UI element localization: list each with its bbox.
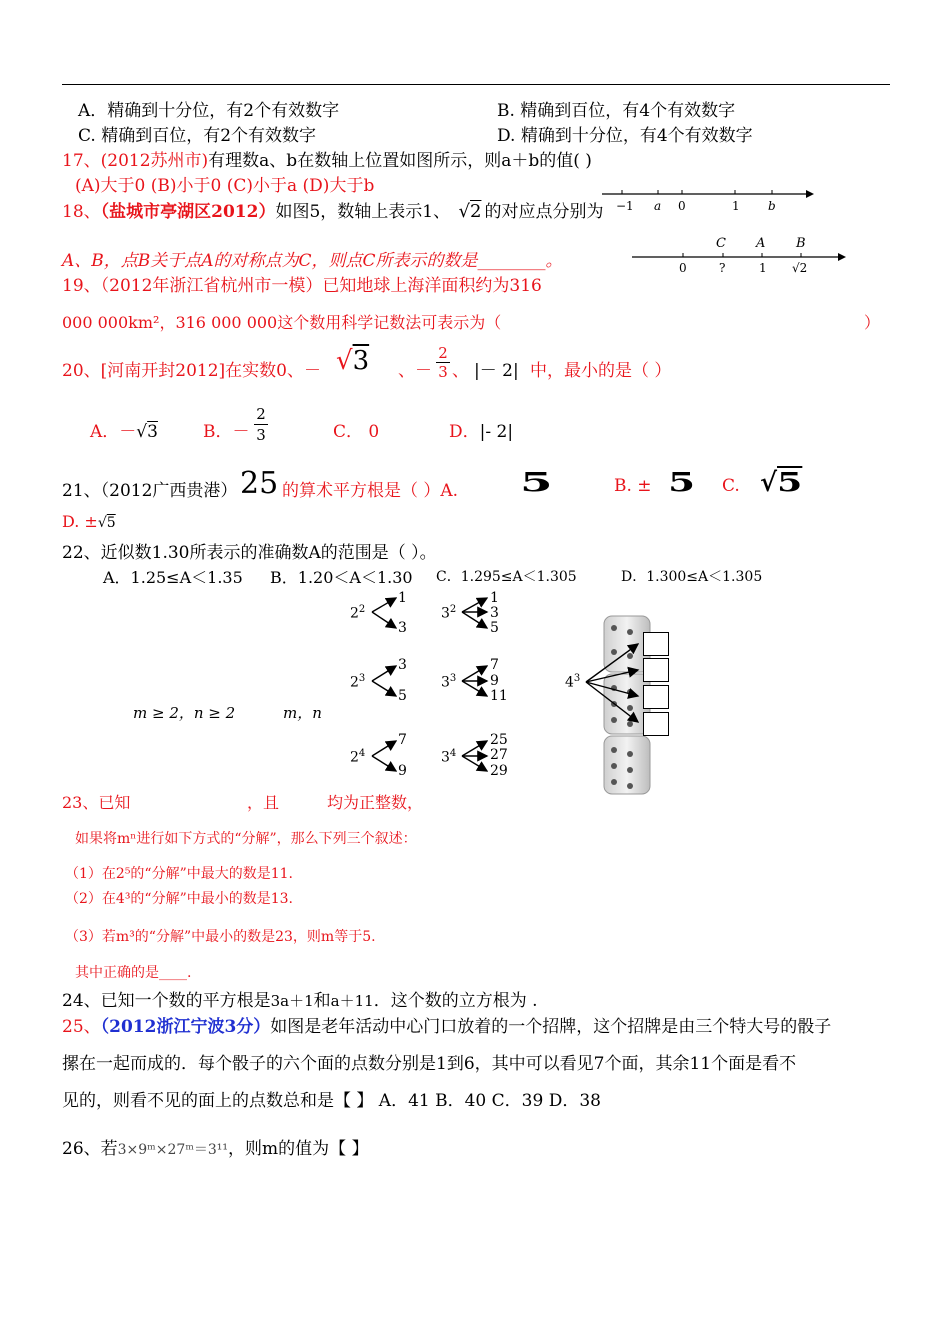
q23-text-a: 23、已知 (62, 793, 131, 812)
q21-option-c-label: C. (722, 476, 740, 496)
q20-option-c: C． 0 (333, 422, 380, 442)
q21-option-c: √5 (760, 468, 803, 498)
q24-question: 24、已知一个数的平方根是3a＋1和a＋11．这个数的立方根为 . (62, 991, 538, 1011)
q21-option-b: 5 (668, 468, 696, 498)
decomposition-arrows (340, 586, 540, 786)
q25-line3: 见的，则看不见的面上的点数总和是【 】 A．41 B．40 C．39 D．38 (62, 1091, 601, 1111)
fig-part: 3 (398, 620, 407, 636)
q21-option-b-label: B. ± (614, 476, 652, 496)
q18-axis-bottom-root2: √2 (792, 261, 808, 275)
fig-group-3-3: $3^3$ (441, 673, 457, 691)
q18-axis-top-a: A (756, 236, 766, 251)
q22-option-b: B．1.20＜A＜1.30 (270, 568, 413, 587)
answer-box (643, 685, 669, 709)
condition-text: m ≥ 2，n ≥ 2 (133, 704, 236, 722)
q23-text-b: ，且 (247, 793, 280, 812)
fig-part: 5 (490, 620, 499, 636)
q18-line2: A、B，点B关于点A的对称点为C，则点C所表示的数是________。 (62, 251, 563, 271)
q18-axis-bottom-0: 0 (679, 261, 687, 275)
q18-number: 18、 (62, 202, 101, 222)
answer-box (643, 632, 669, 656)
q16-option-a: A．精确到十分位，有2个有效数字 (78, 101, 340, 121)
q25-line1: 25、（2012浙江宁波3分）如图是老年活动中心门口放着的一个招牌，这个招牌是由三个特大号的骰子 (62, 1017, 832, 1037)
q17-number: 17、 (62, 151, 101, 171)
q23-line2: 如果将mⁿ进行如下方式的“分解”，那么下列三个叙述： (75, 831, 417, 847)
q20-fraction: 2 3 (436, 344, 450, 381)
q18-number-line (628, 234, 850, 278)
q23-conclusion: 其中正确的是____. (75, 965, 192, 981)
q18-question: 18、（盐城市亭湖区2012）如图5，数轴上表示1、 √2 的对应点分别为 (62, 201, 604, 222)
fig-part: 7 (490, 657, 499, 673)
top-rule (62, 84, 890, 85)
fig-group-4-3: $4^3$ (565, 673, 581, 691)
fig-part: 11 (490, 688, 508, 704)
q21-text-b: 的算术平方根是（ ）A. (282, 481, 459, 501)
q23-statement-1: （1）在2⁵的“分解”中最大的数是11. (65, 866, 294, 882)
q23-text-c: 均为正整数， (327, 793, 424, 812)
q18-text-a: 如图5，数轴上表示1、 (275, 202, 451, 222)
mn-text: m，n (283, 704, 322, 722)
q20-abs: |－ 2| (474, 361, 519, 381)
q18-text-b: 的对应点分别为 (484, 202, 604, 222)
fig-part: 27 (490, 747, 508, 763)
fig-group-2-4: $2^4$ (350, 748, 366, 766)
q21-option-a: 5 (520, 468, 557, 498)
q18-root-value: 2 (470, 201, 482, 222)
q20-option-b-fraction: 2 3 (254, 404, 268, 445)
q18-source: （盐城市亭湖区2012） (100, 202, 276, 222)
q17-source: (2012苏州市) (100, 151, 209, 171)
fig-part: 7 (398, 732, 407, 748)
q17-options: (A)大于0 (B)小于0 (C)小于a (D)大于b (75, 176, 375, 196)
q21-big-25: 25 (240, 466, 279, 501)
q17-text: 有理数a、b在数轴上位置如图所示，则a＋b的值( ) (208, 151, 592, 171)
fig-group-2-3: $2^3$ (350, 673, 366, 691)
fig-group-3-4: $3^4$ (441, 748, 457, 766)
q17-axis-label-b: b (768, 199, 776, 213)
q20-option-d: D．|- 2| (449, 422, 514, 442)
q22-option-d: D．1.300≤A＜1.305 (621, 569, 763, 585)
q17-question (62, 146, 592, 171)
fig-4-3-arrows (582, 630, 652, 740)
q20-sep2: 、 (452, 361, 469, 381)
q16-option-b: B. 精确到百位，有4个有效数字 (497, 101, 736, 121)
q18-axis-top-b: B (796, 236, 806, 251)
q19-close: ） (864, 313, 881, 332)
q23-statement-2: （2）在4³的“分解”中最小的数是13. (65, 891, 294, 907)
fig-group-3-2: $3^2$ (441, 604, 457, 622)
fig-part: 1 (490, 590, 499, 606)
q22-option-c: C．1.295≤A＜1.305 (436, 569, 577, 585)
q18-axis-bottom-q: ? (719, 261, 726, 275)
q20-sep: 、－ (398, 361, 432, 381)
q18-axis-top-c: C (716, 236, 726, 251)
q19-line1: 19、（2012年浙江省杭州市一模）已知地球上海洋面积约为316 (62, 276, 542, 296)
q17-axis-label-1: 1 (732, 199, 740, 213)
fig-part: 25 (490, 732, 508, 748)
fig-part: 5 (398, 688, 407, 704)
fig-part: 3 (398, 657, 407, 673)
q20-option-b: B．－ (203, 422, 250, 442)
fig-part: 9 (490, 673, 499, 689)
q18-axis-bottom-1: 1 (759, 261, 767, 275)
q20-text-a: 20、[河南开封2012]在实数0、－ (62, 361, 321, 381)
answer-box (643, 712, 669, 736)
fig-part: 29 (490, 763, 508, 779)
q16-option-c: C. 精确到百位，有2个有效数字 (78, 126, 317, 146)
fig-part: 3 (490, 605, 499, 621)
q19-line2: 000 000km²，316 000 000这个数用科学记数法可表示为（ (62, 313, 502, 332)
q22-option-a: A．1.25≤A＜1.35 (103, 568, 243, 587)
q17-axis-label-neg1: −1 (616, 199, 634, 213)
q17-axis-label-a: a (654, 199, 662, 213)
q26-question: 26、若3×9ᵐ×27ᵐ＝3¹¹，则m的值为【 】 (62, 1139, 369, 1159)
q20-option-a: A．－√3 (90, 422, 158, 442)
q17-axis-label-0: 0 (678, 199, 686, 213)
fig-group-2-2: $2^2$ (350, 604, 366, 622)
q23-statement-3: （3）若m³的“分解”中最小的数是23，则m等于5. (65, 929, 376, 945)
fig-part: 9 (398, 763, 407, 779)
q21-text-a: 21、（2012广西贵港） (62, 481, 238, 501)
answer-box (643, 658, 669, 682)
fig-part: 1 (398, 590, 407, 606)
q25-line2: 摞在一起而成的．每个骰子的六个面的点数分别是1到6，其中可以看见7个面，其余11个面是看不 (62, 1054, 797, 1074)
q21-option-d: D. ±√5 (62, 512, 116, 531)
q20-text-b: 中，最小的是（ ） (530, 361, 672, 381)
q16-option-d: D. 精确到十分位，有4个有效数字 (497, 126, 753, 146)
q22-question: 22、近似数1.30所表示的准确数A的范围是（ ）。 (62, 543, 437, 563)
q20-root-3: √3 (336, 346, 370, 376)
q17-number-line (598, 184, 818, 214)
